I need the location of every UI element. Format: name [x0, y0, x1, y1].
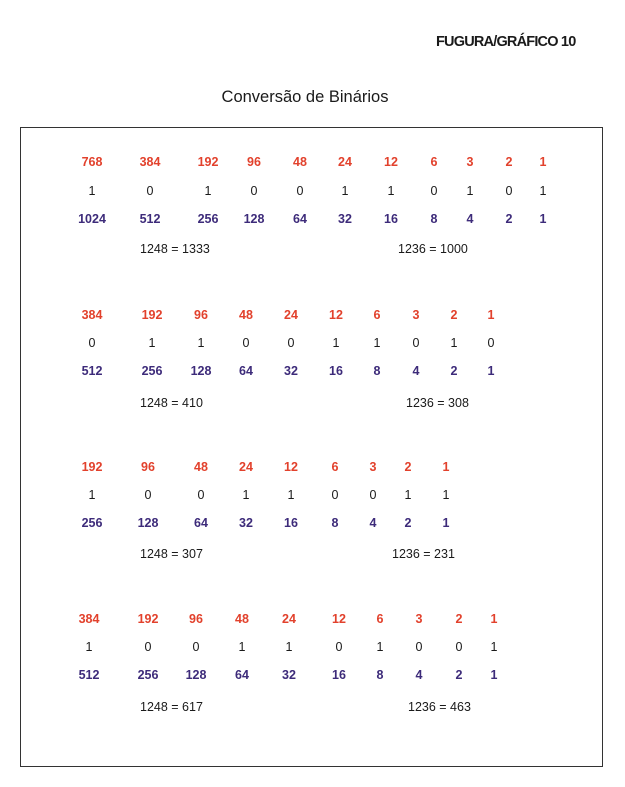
weight-blue: 128 — [185, 668, 207, 682]
weight-blue: 1 — [442, 516, 450, 530]
weight-blue: 512 — [81, 364, 103, 378]
binary-digit: 1 — [376, 640, 384, 654]
binary-digit: 0 — [250, 184, 258, 198]
weight-red: 96 — [189, 612, 203, 626]
binary-digit: 1 — [490, 640, 498, 654]
weight-blue: 2 — [450, 364, 458, 378]
binary-digit: 1 — [466, 184, 474, 198]
binary-digit: 0 — [335, 640, 343, 654]
binary-digit: 1 — [287, 488, 295, 502]
binary-digit: 1 — [88, 488, 96, 502]
weight-blue: 8 — [373, 364, 381, 378]
binary-digit: 0 — [242, 336, 250, 350]
weight-blue: 32 — [239, 516, 253, 530]
weight-red: 96 — [194, 308, 208, 322]
binary-digit: 0 — [487, 336, 495, 350]
equation-left: 1248 = 1333 — [140, 242, 210, 256]
binary-digit: 0 — [296, 184, 304, 198]
weight-red: 1 — [490, 612, 498, 626]
equation-right: 1236 = 1000 — [398, 242, 468, 256]
binary-digit: 1 — [442, 488, 450, 502]
weight-blue: 2 — [455, 668, 463, 682]
weight-red: 6 — [373, 308, 381, 322]
weight-blue: 512 — [139, 212, 161, 226]
binary-digit: 0 — [369, 488, 377, 502]
weight-blue: 1024 — [78, 212, 106, 226]
binary-digit: 0 — [197, 488, 205, 502]
weight-blue: 8 — [430, 212, 438, 226]
weight-blue: 1 — [490, 668, 498, 682]
weight-red: 1 — [487, 308, 495, 322]
weight-red: 48 — [239, 308, 253, 322]
weight-blue: 256 — [81, 516, 103, 530]
binary-digit: 0 — [412, 336, 420, 350]
weight-red: 3 — [466, 155, 474, 169]
weight-blue: 4 — [415, 668, 423, 682]
weight-red: 192 — [197, 155, 219, 169]
binary-digit: 1 — [285, 640, 293, 654]
weight-red: 6 — [430, 155, 438, 169]
binary-digit: 1 — [204, 184, 212, 198]
weight-red: 12 — [384, 155, 398, 169]
equation-left: 1248 = 410 — [140, 396, 203, 410]
weight-blue: 16 — [284, 516, 298, 530]
weight-blue: 16 — [329, 364, 343, 378]
weight-red: 12 — [284, 460, 298, 474]
binary-digit: 1 — [148, 336, 156, 350]
weight-blue: 2 — [404, 516, 412, 530]
weight-red: 384 — [139, 155, 161, 169]
weight-blue: 128 — [137, 516, 159, 530]
diagram-title: Conversão de Binários — [221, 88, 389, 106]
equation-right: 1236 = 463 — [408, 700, 471, 714]
weight-blue: 256 — [141, 364, 163, 378]
weight-blue: 64 — [293, 212, 307, 226]
equation-left: 1248 = 617 — [140, 700, 203, 714]
binary-digit: 0 — [430, 184, 438, 198]
binary-digit: 1 — [332, 336, 340, 350]
weight-blue: 1 — [487, 364, 495, 378]
binary-digit: 1 — [450, 336, 458, 350]
weight-blue: 128 — [190, 364, 212, 378]
weight-blue: 2 — [505, 212, 513, 226]
binary-digit: 1 — [539, 184, 547, 198]
weight-blue: 64 — [194, 516, 208, 530]
weight-red: 24 — [284, 308, 298, 322]
weight-red: 2 — [404, 460, 412, 474]
binary-digit: 0 — [505, 184, 513, 198]
weight-red: 1 — [539, 155, 547, 169]
weight-red: 6 — [331, 460, 339, 474]
weight-blue: 32 — [284, 364, 298, 378]
equation-left: 1248 = 307 — [140, 547, 203, 561]
weight-red: 3 — [369, 460, 377, 474]
weight-blue: 256 — [137, 668, 159, 682]
weight-red: 24 — [282, 612, 296, 626]
figure-label: FUGURA/GRÁFICO 10 — [436, 34, 576, 50]
binary-digit: 1 — [373, 336, 381, 350]
binary-digit: 0 — [455, 640, 463, 654]
binary-digit: 0 — [287, 336, 295, 350]
weight-red: 12 — [329, 308, 343, 322]
binary-digit: 1 — [341, 184, 349, 198]
weight-blue: 256 — [197, 212, 219, 226]
weight-red: 192 — [141, 308, 163, 322]
binary-digit: 1 — [238, 640, 246, 654]
binary-digit: 1 — [85, 640, 93, 654]
binary-digit: 0 — [144, 488, 152, 502]
weight-blue: 4 — [412, 364, 420, 378]
weight-red: 192 — [137, 612, 159, 626]
weight-blue: 4 — [466, 212, 474, 226]
weight-red: 2 — [450, 308, 458, 322]
weight-blue: 32 — [282, 668, 296, 682]
weight-red: 6 — [376, 612, 384, 626]
equation-right: 1236 = 231 — [392, 547, 455, 561]
equation-right: 1236 = 308 — [406, 396, 469, 410]
weight-red: 96 — [141, 460, 155, 474]
weight-blue: 128 — [243, 212, 265, 226]
weight-red: 96 — [247, 155, 261, 169]
weight-blue: 32 — [338, 212, 352, 226]
weight-blue: 64 — [239, 364, 253, 378]
binary-digit: 1 — [197, 336, 205, 350]
weight-blue: 1 — [539, 212, 547, 226]
weight-red: 768 — [81, 155, 103, 169]
weight-blue: 64 — [235, 668, 249, 682]
weight-red: 2 — [455, 612, 463, 626]
binary-digit: 0 — [415, 640, 423, 654]
weight-red: 1 — [442, 460, 450, 474]
binary-digit: 0 — [331, 488, 339, 502]
weight-red: 2 — [505, 155, 513, 169]
weight-blue: 8 — [376, 668, 384, 682]
weight-red: 48 — [194, 460, 208, 474]
weight-red: 48 — [293, 155, 307, 169]
weight-red: 192 — [81, 460, 103, 474]
weight-red: 24 — [338, 155, 352, 169]
binary-digit: 0 — [146, 184, 154, 198]
weight-red: 3 — [412, 308, 420, 322]
weight-red: 384 — [81, 308, 103, 322]
weight-red: 48 — [235, 612, 249, 626]
conversion-frame — [20, 127, 603, 767]
binary-digit: 0 — [88, 336, 96, 350]
binary-digit: 1 — [404, 488, 412, 502]
weight-blue: 16 — [384, 212, 398, 226]
weight-red: 24 — [239, 460, 253, 474]
binary-digit: 0 — [192, 640, 200, 654]
binary-digit: 1 — [88, 184, 96, 198]
weight-blue: 8 — [331, 516, 339, 530]
binary-digit: 1 — [387, 184, 395, 198]
weight-blue: 4 — [369, 516, 377, 530]
binary-digit: 0 — [144, 640, 152, 654]
weight-blue: 16 — [332, 668, 346, 682]
weight-red: 3 — [415, 612, 423, 626]
weight-red: 384 — [78, 612, 100, 626]
weight-blue: 512 — [78, 668, 100, 682]
weight-red: 12 — [332, 612, 346, 626]
binary-digit: 1 — [242, 488, 250, 502]
